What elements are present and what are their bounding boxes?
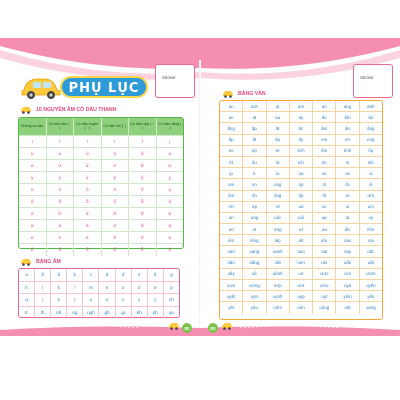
table-cell: âp [220, 135, 243, 145]
car-icon [221, 322, 233, 330]
table-cell: êt [220, 157, 243, 167]
table-header-row [19, 118, 183, 136]
table-cell: um [367, 204, 374, 210]
table-row [220, 280, 382, 291]
table-cell: ể [102, 244, 130, 256]
table-cell: ăc [313, 112, 336, 122]
table-cell: ữ [129, 160, 157, 171]
table-cell: ă [35, 269, 51, 281]
table-cell: ôc [336, 179, 359, 189]
table-cell: ươt [290, 280, 313, 290]
table-cell: ân [336, 123, 359, 133]
table-cell: ôp [290, 191, 313, 201]
table-cell: ợ [168, 210, 172, 216]
table-cell: ươi [336, 269, 359, 279]
table-cell: ừ [74, 160, 102, 171]
table-cell: ỡ [129, 208, 157, 219]
table-cell: oao [290, 246, 313, 256]
table-cell: t [67, 294, 83, 306]
table-cell: un [220, 213, 243, 223]
table-cell: uyt [313, 291, 336, 301]
table-cell: âm [313, 123, 336, 133]
table-cell: eo [220, 146, 243, 156]
table-cell: em [313, 135, 336, 145]
table-cell: y [19, 172, 47, 183]
table-row [19, 220, 183, 232]
table-cell: en [336, 135, 359, 145]
table-cell: ổ [102, 196, 130, 207]
table-cell: ư [19, 160, 47, 171]
table-cell: ồ [74, 196, 102, 207]
table-cell: ươp [267, 280, 290, 290]
table-cell: oe [336, 168, 359, 178]
table-row [220, 235, 382, 246]
table-cell: im [313, 157, 336, 167]
table-cell: v [116, 294, 132, 306]
table-cell: uôm [267, 302, 290, 313]
table-cell: i [35, 282, 51, 294]
table-cell: õ [129, 184, 157, 195]
table-cell: oanh [267, 246, 290, 256]
table-row [19, 232, 183, 244]
page-number-right: 83 [208, 323, 218, 333]
table-cell: nh [51, 307, 67, 320]
table-cell: ơi [336, 191, 359, 201]
table-cell: yêm [336, 291, 359, 301]
table-cell: au [267, 112, 290, 122]
table-cell: đ [116, 269, 132, 281]
table-cell: n [99, 282, 115, 294]
table-cell: th [35, 307, 51, 320]
table-row [19, 294, 179, 307]
table-cell: o [116, 282, 132, 294]
table-cell: ưc [220, 224, 243, 234]
table-cell: ô [132, 282, 148, 294]
sticker-label: Sticker [162, 75, 176, 80]
table-cell: uyên [366, 282, 376, 288]
title-banner [60, 76, 148, 98]
table-cell: ươc [313, 269, 336, 279]
table-cell: uôn [290, 302, 313, 313]
column-header: Không có dấu [19, 118, 47, 135]
vowel-tone-table [18, 117, 184, 253]
table-cell: ach [243, 101, 266, 111]
table-cell: ip [220, 168, 243, 178]
table-cell: e [132, 269, 148, 281]
table-cell: ẻ [102, 232, 130, 243]
table-cell: y [148, 294, 164, 306]
table-cell: ăn [368, 114, 374, 120]
table-row [220, 213, 382, 224]
footer-band [0, 322, 400, 336]
table-cell: ac [220, 101, 243, 111]
table-cell: ăt [267, 123, 290, 133]
table-row [19, 244, 183, 256]
table-row [19, 184, 183, 196]
table-cell: uôi [290, 213, 313, 223]
table-cell: oa [290, 168, 313, 178]
table-row [19, 307, 179, 320]
table-row [220, 123, 382, 134]
table-cell: ị [169, 138, 171, 144]
table-cell: ôn [243, 191, 266, 201]
table-cell: ụ [168, 150, 172, 156]
table-cell: ui [336, 202, 359, 212]
table-cell: in [336, 157, 359, 167]
table-cell: oet [313, 258, 336, 268]
table-cell: ai [267, 101, 290, 111]
table-cell: ã [129, 220, 157, 231]
table-row [220, 168, 382, 179]
table-cell: iêt [290, 235, 313, 245]
table-cell: ua [290, 202, 313, 212]
section-label: BẢNG VẦN [238, 91, 266, 97]
table-cell: k [51, 282, 67, 294]
table-cell: ngh [83, 307, 99, 320]
table-cell: uông [313, 302, 336, 313]
table-cell: êu [243, 157, 266, 167]
table-row [19, 172, 183, 184]
table-cell: l [67, 282, 83, 294]
table-cell: ôi [369, 181, 373, 187]
table-cell: eng [367, 137, 375, 143]
table-cell: at [243, 112, 266, 122]
table-cell: g [170, 272, 173, 278]
table-row [19, 269, 179, 282]
table-cell: â [51, 269, 67, 281]
table-cell: ê [148, 269, 164, 281]
table-cell: ông [267, 191, 290, 201]
sticker-box-right[interactable] [353, 64, 393, 98]
page-title [20, 68, 150, 102]
table-cell: iêp [267, 235, 290, 245]
table-cell: uôc [267, 213, 290, 223]
table-cell: uây [220, 269, 243, 279]
table-cell: êch [290, 146, 313, 156]
table-cell: r [35, 294, 51, 306]
table-row [220, 191, 382, 202]
table-cell: ep [243, 146, 266, 156]
table-cell: ut [336, 213, 359, 223]
table-cell: x [132, 294, 148, 306]
table-cell: ao [220, 112, 243, 122]
table-cell: oen [290, 258, 313, 268]
table-cell: ễ [129, 244, 157, 256]
table-row [19, 148, 183, 160]
table-cell: ò [74, 184, 102, 195]
table-row [220, 269, 382, 280]
table-cell: ang [336, 101, 359, 111]
table-cell: an [313, 101, 336, 111]
am-section-heading [20, 258, 61, 266]
table-cell: ở [102, 208, 130, 219]
table-cell: êp [368, 148, 374, 154]
table-cell: ư [99, 294, 115, 306]
table-cell: i [19, 136, 47, 147]
table-cell: oăn [220, 258, 243, 268]
table-cell: ơt [267, 202, 290, 212]
table-row [220, 146, 382, 157]
table-cell: ỉ [102, 136, 130, 147]
table-cell: a [19, 269, 35, 281]
table-cell: ăp [243, 123, 266, 133]
table-cell: ot [313, 179, 336, 189]
table-cell: ch [168, 297, 174, 303]
table-cell: âu [267, 135, 290, 145]
table-cell: oong [365, 305, 376, 311]
table-cell: ênh [336, 146, 359, 156]
table-row [19, 208, 183, 220]
table-cell: ý [47, 172, 75, 183]
table-cell: e [19, 232, 47, 243]
table-cell: s [51, 294, 67, 306]
table-cell: d [99, 269, 115, 281]
table-cell: ộ [168, 198, 172, 204]
table-cell: gh [99, 307, 115, 320]
table-cell: è [74, 232, 102, 243]
table-row [220, 112, 382, 123]
table-cell: ó [47, 184, 75, 195]
table-cell: ph [148, 307, 164, 320]
table-cell: ương [243, 280, 266, 290]
table-row [220, 224, 382, 235]
table-cell: á [47, 220, 75, 231]
table-cell: uân [336, 258, 359, 268]
column-header: Có dấu hỏi ( ̉ ) [102, 118, 130, 135]
column-header: Có dấu huyền ( ` ) [74, 118, 102, 135]
rhyme-table [219, 100, 383, 320]
table-row [220, 101, 382, 112]
table-cell: ưu [313, 224, 336, 234]
table-cell: ưi [243, 224, 266, 234]
table-cell: ú [47, 148, 75, 159]
table-cell: ề [74, 244, 102, 256]
table-cell: uc [313, 202, 336, 212]
table-cell: ạ [168, 222, 172, 228]
column-header: Có dấu ngã ( ~ ) [129, 118, 157, 135]
table-cell: ât [243, 135, 266, 145]
column-header: Có dấu sắc ( ´ ) [47, 118, 75, 135]
table-cell: c [83, 269, 99, 281]
table-cell: ỗ [129, 196, 157, 207]
table-cell: ơ [148, 282, 164, 294]
table-cell: uy [368, 215, 374, 221]
title-text: PHỤ LỤC [68, 81, 140, 96]
yellow-car-icon [20, 74, 62, 100]
table-cell: í [47, 136, 75, 147]
table-cell: uyp [290, 291, 313, 301]
table-cell: oăc [367, 249, 375, 255]
table-cell: om [220, 179, 243, 189]
table-cell: op [290, 179, 313, 189]
table-cell: ẹ [168, 234, 172, 240]
table-cell: ỷ [102, 172, 130, 183]
table-cell: ứ [47, 160, 75, 171]
table-row [220, 157, 382, 168]
table-cell: kh [132, 307, 148, 320]
table-cell: âng [367, 125, 375, 131]
table-cell: inh [367, 159, 374, 165]
table-cell: oc [313, 168, 336, 178]
table-cell: a [19, 220, 47, 231]
table-cell: gi [116, 307, 132, 320]
table-cell: ơm [367, 193, 375, 199]
table-cell: ưt [290, 224, 313, 234]
table-cell: h [19, 282, 35, 294]
table-cell: oat [313, 246, 336, 256]
section-label: 10 NGUYÊN ÂM CÓ DẤU THANH [36, 107, 117, 113]
table-cell: yêu [243, 302, 266, 313]
table-cell: o [19, 184, 47, 195]
column-header: Có dấu nặng ( . ) [158, 121, 182, 130]
table-cell: uênh [267, 269, 290, 279]
table-cell: ệ [168, 247, 172, 253]
table-cell: uya [336, 280, 359, 290]
table-row [220, 202, 382, 213]
table-cell: ử [102, 160, 130, 171]
table-cell: ê [19, 244, 47, 256]
table-cell: ớ [47, 208, 75, 219]
table-cell: uât [367, 260, 374, 266]
table-cell: u [83, 294, 99, 306]
table-cell: ia [267, 157, 290, 167]
table-cell: oi [369, 170, 373, 176]
table-cell: iêu [313, 235, 336, 245]
table-cell: qu [168, 310, 174, 316]
table-cell: ây [290, 135, 313, 145]
table-cell: oăt [267, 258, 290, 268]
table-cell: uôt [336, 302, 359, 313]
table-row [19, 196, 183, 208]
table-cell: iêm [367, 226, 375, 232]
table-cell: ung [243, 213, 266, 223]
table-cell: up [313, 213, 336, 223]
table-cell: ưng [267, 224, 290, 234]
table-cell: ĩ [129, 136, 157, 147]
table-cell: m [83, 282, 99, 294]
table-cell: on [243, 179, 266, 189]
table-cell: ong [267, 179, 290, 189]
table-cell: ơp [243, 202, 266, 212]
table-cell: ù [74, 148, 102, 159]
table-cell: uynh [267, 291, 290, 301]
table-cell: uê [243, 269, 266, 279]
table-row [220, 258, 382, 269]
table-cell: ng [67, 307, 83, 320]
table-cell: ế [47, 244, 75, 256]
table-cell: ờ [74, 208, 102, 219]
table-row [220, 246, 382, 257]
table-row [220, 179, 382, 190]
table-cell: uyn [243, 291, 266, 301]
car-icon [20, 106, 32, 114]
table-cell: ỹ [129, 172, 157, 183]
table-cell: yêt [220, 302, 243, 313]
table-cell: ươn [220, 280, 243, 290]
table-cell: ũ [129, 148, 157, 159]
table-row [19, 282, 179, 295]
table-cell: ươm [366, 271, 376, 277]
table-cell: ăng [220, 123, 243, 133]
table-cell: ẽ [129, 232, 157, 243]
table-cell: iêng [243, 235, 266, 245]
table-cell: b [67, 269, 83, 281]
table-cell: oac [336, 235, 359, 245]
table-row [220, 291, 382, 302]
table-cell: ố [47, 196, 75, 207]
table-cell: ay [290, 112, 313, 122]
page-number-left: 82 [182, 323, 192, 333]
table-row [220, 302, 382, 313]
car-icon [168, 322, 180, 330]
table-cell: ủ [102, 148, 130, 159]
sticker-box-left[interactable] [155, 64, 195, 98]
table-cell: ỵ [168, 174, 171, 180]
table-cell: ich [290, 157, 313, 167]
table-cell: et [267, 146, 290, 156]
table-cell: oay [336, 246, 359, 256]
table-cell: tr [19, 307, 35, 320]
table-row [19, 136, 183, 148]
table-cell: q [19, 294, 35, 306]
table-cell: iên [220, 235, 243, 245]
table-cell: ô [19, 196, 47, 207]
table-cell: iêc [336, 224, 359, 234]
table-cell: ươu [313, 280, 336, 290]
table-cell: am [290, 101, 313, 111]
table-cell: âc [290, 123, 313, 133]
table-cell: ự [168, 162, 172, 168]
table-cell: p [170, 284, 173, 290]
table-cell: iu [267, 168, 290, 178]
table-cell: ì [74, 136, 102, 147]
table-row [220, 135, 382, 146]
table-cell: ôt [313, 191, 336, 201]
table-cell: uyêt [220, 291, 243, 301]
table-cell: anh [367, 103, 375, 109]
sound-table [18, 268, 180, 318]
vowel-section-heading [20, 106, 116, 114]
table-cell: ơn [220, 202, 243, 212]
table-cell: u [19, 148, 47, 159]
section-label: BẢNG ÂM [36, 259, 61, 265]
table-cell: ôm [220, 191, 243, 201]
table-cell: à [74, 220, 102, 231]
table-cell: êm [313, 146, 336, 156]
table-cell: ăm [336, 112, 359, 122]
table-cell: ỏ [102, 184, 130, 195]
table-cell: oai [367, 237, 374, 243]
van-section-heading [222, 90, 266, 98]
sticker-label: Sticker [360, 75, 374, 80]
table-cell: é [47, 232, 75, 243]
car-icon [20, 258, 32, 266]
table-cell: yên [367, 293, 375, 299]
table-cell: it [243, 168, 266, 178]
book-spine [199, 60, 201, 335]
car-icon [222, 90, 234, 98]
table-cell: ỳ [74, 172, 102, 183]
table-cell: ả [102, 220, 130, 231]
table-cell: oăng [243, 258, 266, 268]
table-cell: uơ [290, 269, 313, 279]
table-cell: oan [220, 246, 243, 256]
table-cell: ọ [168, 186, 172, 192]
table-cell: ơ [19, 208, 47, 219]
table-row [19, 160, 183, 172]
table-cell: oang [243, 246, 266, 256]
